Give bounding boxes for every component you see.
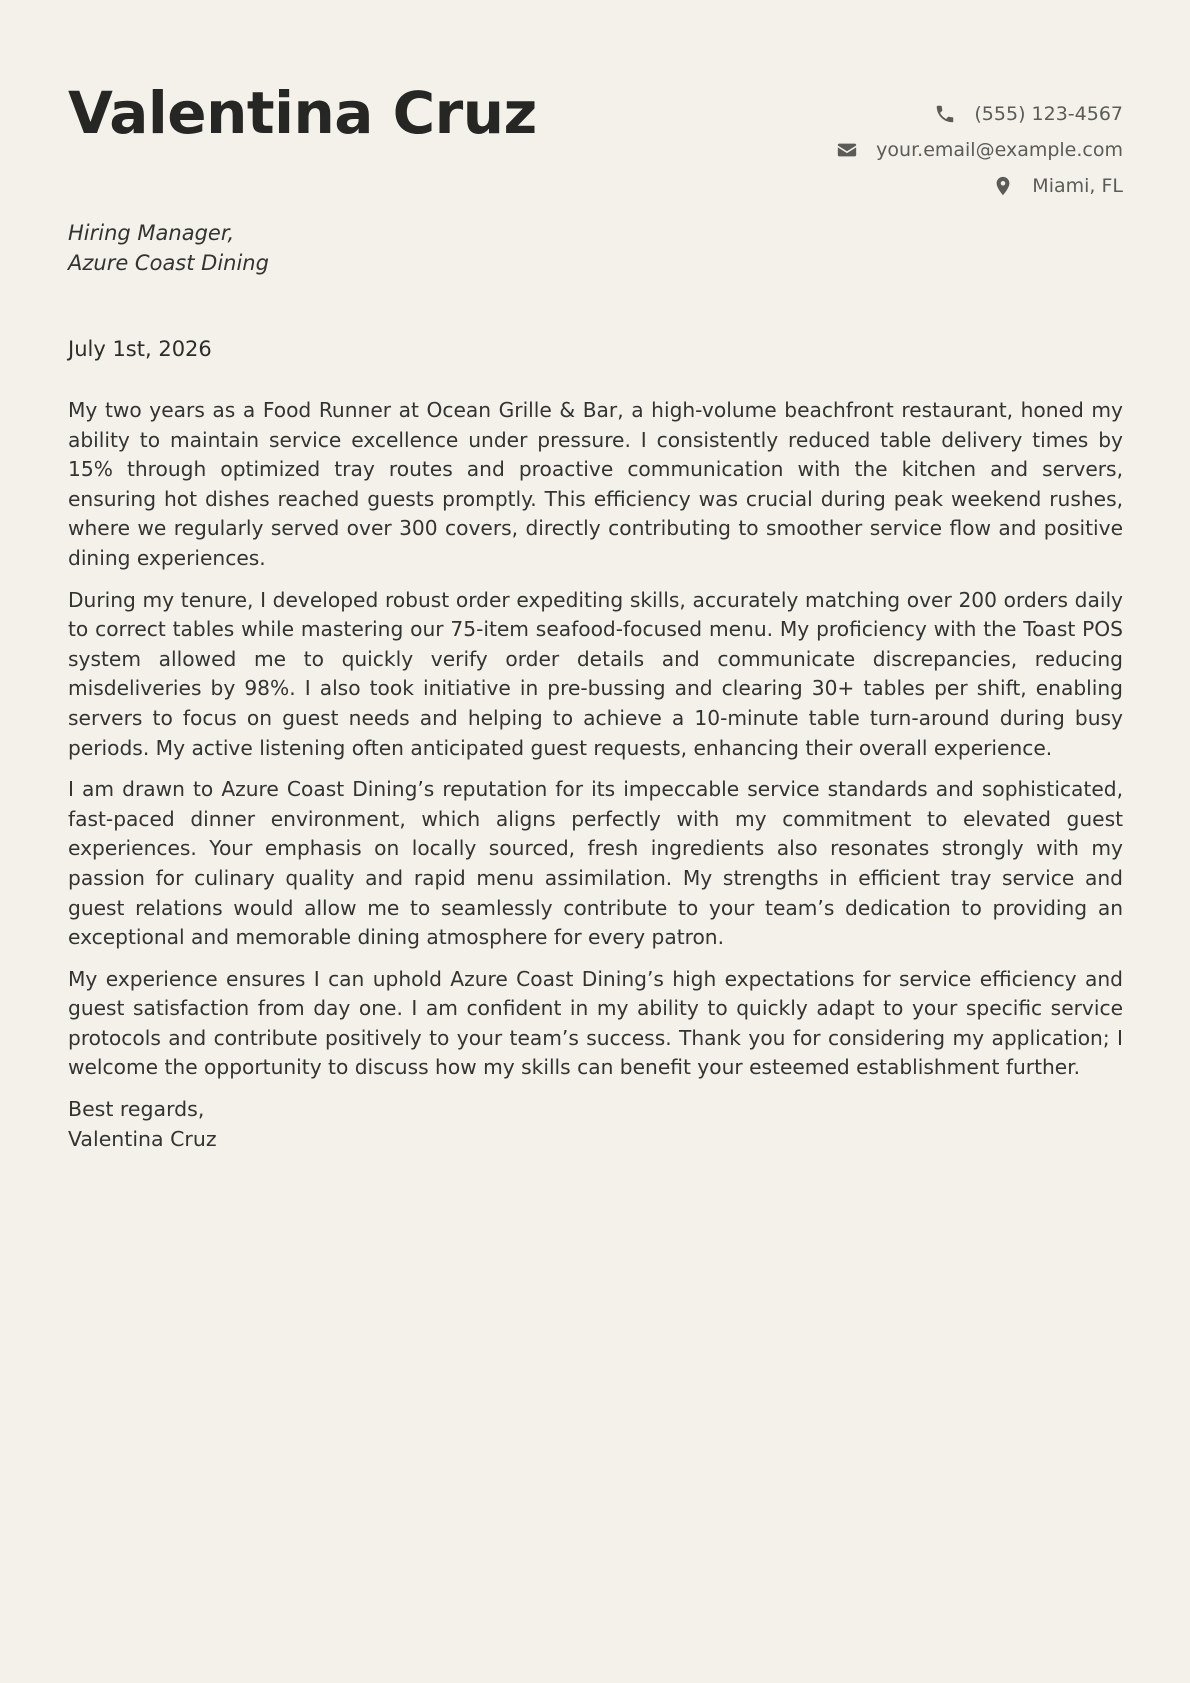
contact-email-row (836, 132, 1123, 168)
body-paragraph: I am drawn to Azure Coast Dining’s reputation for its impeccable service standards and sophisticated, fast-paced dinner environment, which aligns perfectly with my commitment to elevated guest experiences. Your emphasis on locally sourced, fresh ingredients also resonates strongly with my passion for culinary quality and rapid menu assimilation. My strengths in efficient tray service and guest relations would allow me to seamlessly contribute to your team’s dedication to providing an exceptional and memorable dining atmosphere for every patron. (68, 777, 1123, 950)
contact-location-row (836, 168, 1123, 204)
contact-phone: (555) 123-4567 (974, 103, 1123, 125)
letter-date: July 1st, 2026 (68, 337, 212, 361)
cover-letter-page (68, 0, 1123, 1151)
closing-signature: Valentina Cruz (68, 1126, 217, 1151)
letter-closing (68, 1095, 1123, 1154)
letter-header (68, 0, 1123, 200)
recipient-company: Azure Coast Dining (68, 251, 269, 275)
closing-salutation: Best regards, (68, 1097, 205, 1122)
map-pin-icon (992, 175, 1014, 197)
applicant-name: Valentina Cruz (68, 79, 537, 147)
body-paragraph: My experience ensures I can uphold Azure Coast Dining’s high expectations for service efficiency and guest satisfaction from day one. I am confident in my ability to quickly adapt to your specific service protocols and contribute positively to your team’s success. Thank you for considering my application; I welcome the opportunity to discuss how my skills can benefit your esteemed establishment further. (68, 966, 1123, 1080)
letter-body (68, 396, 1123, 1154)
body-paragraph: During my tenure, I developed robust order expediting skills, accurately matching over 200 orders daily to correct tables while mastering our 75-item seafood-focused menu. My proficiency with the Toast POS system allowed me to quickly verify order details and communicate discrepancies, reducing misdeliveries by 98%. I also took initiative in pre-bussing and clearing 30+ tables per shift, enabling servers to focus on guest needs and helping to achieve a 10-minute table turn-around during busy periods. My active listening often anticipated guest requests, enhancing their overall experience. (68, 587, 1123, 760)
contact-email: your.email@example.com (876, 139, 1123, 161)
contact-location: Miami, FL (1032, 175, 1123, 197)
recipient-block (68, 218, 269, 278)
recipient-title: Hiring Manager, (68, 221, 235, 245)
phone-icon (934, 103, 956, 125)
envelope-icon (836, 139, 858, 161)
body-paragraph: My two years as a Food Runner at Ocean Grille & Bar, a high-volume beachfront restaurant, honed my ability to maintain service excellence under pressure. I consistently reduced table delivery times by 15% through optimized tray routes and proactive communication with the kitchen and servers, ensuring hot dishes reached guests promptly. This efficiency was crucial during peak weekend rushes, where we regularly served over 300 covers, directly contributing to smoother service flow and positive dining experiences. (68, 398, 1123, 570)
contact-phone-row (836, 96, 1123, 132)
contact-info (836, 96, 1123, 204)
